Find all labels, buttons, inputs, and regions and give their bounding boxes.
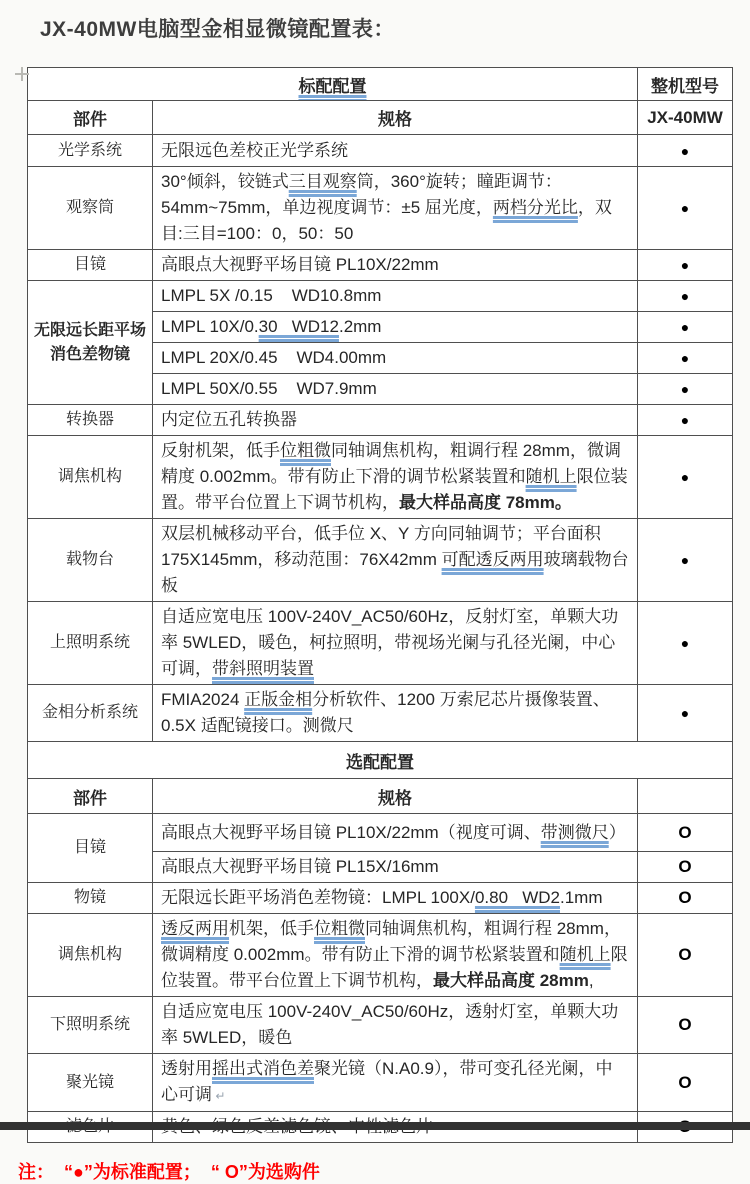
bottom-bar (0, 1122, 750, 1130)
mark-cell: O (638, 1054, 733, 1112)
spec-cell: 自适应宽电压 100V-240V_AC50/60Hz，透射灯室，单颗大功率 5WLED，暖色 (153, 997, 638, 1054)
mark-cell: ● (638, 167, 733, 250)
column-part-header: 部件 (28, 101, 153, 135)
mark-cell: ● (638, 250, 733, 281)
spec-cell: 高眼点大视野平场目镜 PL10X/22mm（视度可调、带测微尺） (153, 814, 638, 852)
mark-cell: ● (638, 374, 733, 405)
part-cell: 调焦机构 (28, 436, 153, 519)
spec-cell: LMPL 20X/0.45 WD4.00mm (153, 343, 638, 374)
mark-cell: O (638, 814, 733, 852)
model-value: JX-40MW (638, 101, 733, 135)
spec-cell: LMPL 10X/0.30 WD12.2mm (153, 312, 638, 343)
part-cell: 目镜 (28, 814, 153, 883)
mark-cell: ● (638, 343, 733, 374)
table-row (28, 436, 733, 519)
spec-cell: 自适应宽电压 100V-240V_AC50/60Hz，反射灯室，单颗大功率 5WLED，暖色，柯拉照明，带视场光阑与孔径光阑，中心可调，带斜照明装置 (153, 602, 638, 685)
table-row (28, 167, 733, 250)
part-cell: 物镜 (28, 883, 153, 914)
spec-cell: 高眼点大视野平场目镜 PL15X/16mm (153, 852, 638, 883)
table-row (28, 602, 733, 685)
footnote: 注： “●”为标准配置； “ O”为选购件 (18, 1162, 320, 1182)
mark-cell: ● (638, 519, 733, 602)
spec-cell: 无限远长距平场消色差物镜：LMPL 100X/0.80 WD2.1mm (153, 883, 638, 914)
table-row (28, 68, 733, 101)
part-cell: 转换器 (28, 405, 153, 436)
table-row (28, 997, 733, 1054)
table-row (28, 1054, 733, 1112)
column-spec-header: 规格 (153, 101, 638, 135)
table-row (28, 250, 733, 281)
spec-cell: 反射机架，低手位粗微同轴调焦机构，粗调行程 28mm，微调精度 0.002mm。带有防止下滑的调节松紧装置和随机上限位装置。带平台位置上下调节机构，最大样品高度 78mm。 (153, 436, 638, 519)
spec-cell: 透射用摇出式消色差聚光镜（N.A0.9），带可变孔径光阑，中心可调 ↵ (153, 1054, 638, 1112)
section-standard-header: 标配配置 (28, 68, 638, 101)
spec-cell: 双层机械移动平台，低手位 X、Y 方向同轴调节；平台面积 175X145mm，移动范围：76X42mm 可配透反两用玻璃载物台板 (153, 519, 638, 602)
table-row (28, 685, 733, 742)
mark-cell: O (638, 997, 733, 1054)
mark-cell: ● (638, 602, 733, 685)
mark-cell: O (638, 883, 733, 914)
spec-cell: 无限远色差校正光学系统 (153, 135, 638, 167)
part-cell: 载物台 (28, 519, 153, 602)
column-part-header: 部件 (28, 779, 153, 814)
mark-cell: ● (638, 685, 733, 742)
table-row (28, 519, 733, 602)
mark-cell: ● (638, 312, 733, 343)
table-row (28, 814, 733, 852)
spec-cell: 高眼点大视野平场目镜 PL10X/22mm (153, 250, 638, 281)
column-spec-header: 规格 (153, 779, 638, 814)
table-row (28, 883, 733, 914)
mark-cell: ● (638, 135, 733, 167)
mark-cell: O (638, 852, 733, 883)
part-cell: 目镜 (28, 250, 153, 281)
spec-cell: 30°倾斜，铰链式三目观察筒，360°旋转；瞳距调节：54mm~75mm，单边视度调节：±5 屈光度，两档分光比，双目:三目=100：0，50：50 (153, 167, 638, 250)
spec-cell: 内定位五孔转换器 (153, 405, 638, 436)
part-cell: 金相分析系统 (28, 685, 153, 742)
table-row (28, 914, 733, 997)
table-row (28, 779, 733, 814)
spec-cell: 透反两用机架，低手位粗微同轴调焦机构，粗调行程 28mm，微调精度 0.002mm。带有防止下滑的调节松紧装置和随机上限位装置。带平台位置上下调节机构，最大样品高度 28mm, (153, 914, 638, 997)
model-cell-empty (638, 779, 733, 814)
part-cell: 无限远长距平场消色差物镜 (28, 281, 153, 405)
part-cell: 观察筒 (28, 167, 153, 250)
part-cell: 聚光镜 (28, 1054, 153, 1112)
part-cell: 下照明系统 (28, 997, 153, 1054)
spec-table (27, 67, 733, 1143)
part-cell: 光学系统 (28, 135, 153, 167)
mark-cell: O (638, 914, 733, 997)
table-row (28, 281, 733, 312)
table-row (28, 405, 733, 436)
spec-cell: LMPL 5X /0.15 WD10.8mm (153, 281, 638, 312)
table-row (28, 101, 733, 135)
spec-cell: LMPL 50X/0.55 WD7.9mm (153, 374, 638, 405)
mark-cell: ● (638, 405, 733, 436)
page-title: JX-40MW电脑型金相显微镜配置表： (40, 18, 395, 41)
part-cell: 调焦机构 (28, 914, 153, 997)
section-optional-header: 选配配置 (28, 742, 733, 779)
spec-cell: FMIA2024 正版金相分析软件、1200 万索尼芯片摄像装置、0.5X 适配镜接口。测微尺 (153, 685, 638, 742)
part-cell: 上照明系统 (28, 602, 153, 685)
table-row (28, 135, 733, 167)
column-model-header: 整机型号 (638, 68, 733, 101)
mark-cell: ● (638, 281, 733, 312)
table-row (28, 742, 733, 779)
mark-cell: ● (638, 436, 733, 519)
